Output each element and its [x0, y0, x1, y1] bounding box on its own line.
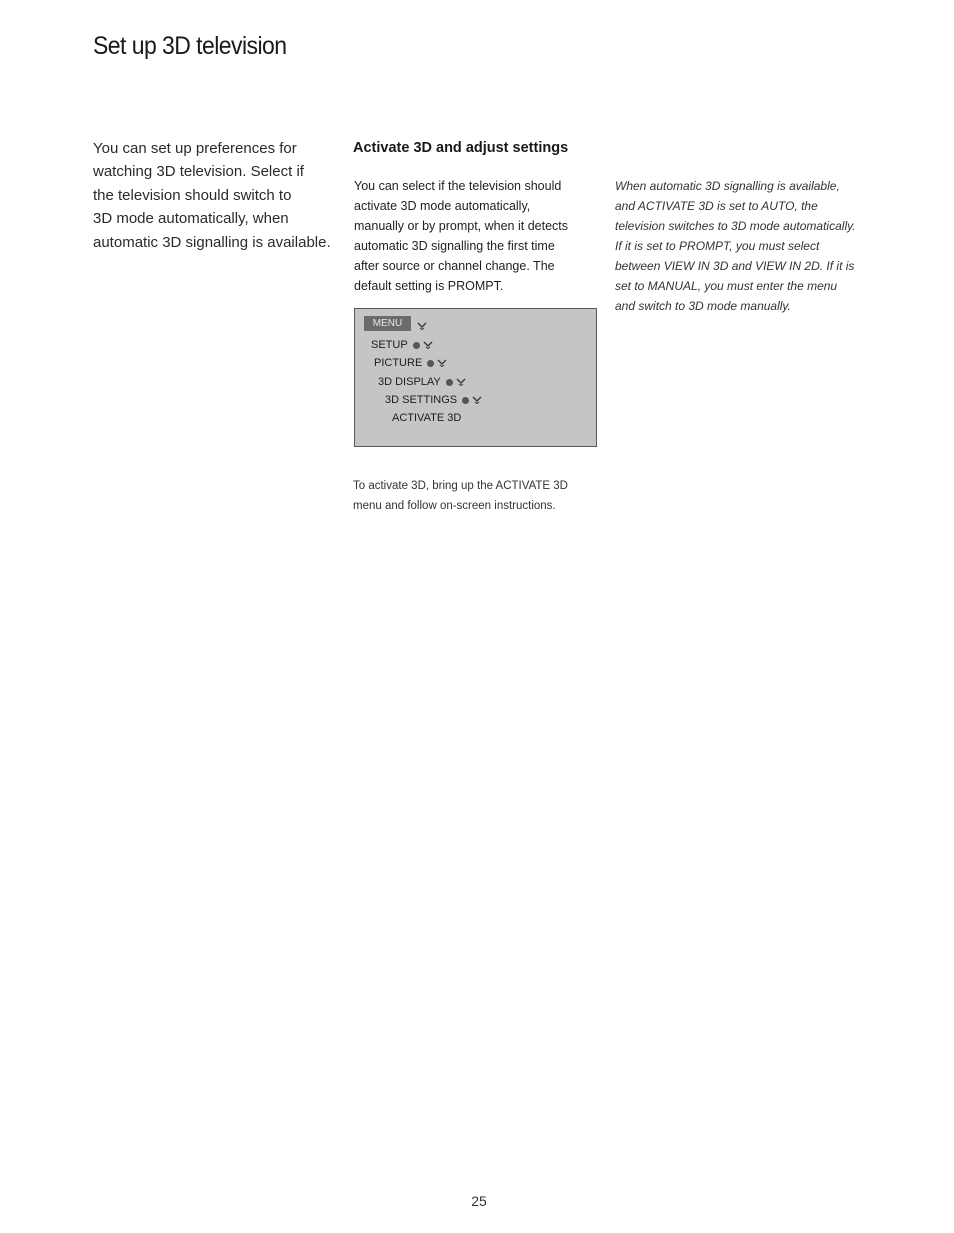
caption-line: To activate 3D, bring up the ACTIVATE 3D [353, 480, 568, 492]
chevron-down-icon [437, 359, 447, 367]
menu-item-setup [371, 338, 433, 352]
chevron-down-icon [417, 322, 427, 330]
intro-line: watching 3D television. Select if [93, 163, 304, 181]
page-title: Set up 3D television [93, 32, 287, 60]
menu-item-label: 3D SETTINGS [385, 394, 458, 406]
dot-icon [446, 379, 453, 386]
body-line: You can select if the television should [354, 179, 562, 193]
menu-path-illustration [354, 308, 597, 447]
chevron-down-icon [456, 378, 466, 386]
section-heading: Activate 3D and adjust settings [353, 140, 569, 156]
dot-icon [462, 397, 469, 404]
side-note [615, 176, 875, 316]
menu-item-picture [374, 356, 447, 370]
note-line: and ACTIVATE 3D is set to AUTO, the [615, 199, 818, 213]
dot-icon [413, 342, 420, 349]
intro-line: You can set up preferences for [93, 140, 297, 157]
note-line: If it is set to PROMPT, you must select [615, 239, 820, 253]
body-line: manually or by prompt, when it detects [354, 219, 568, 233]
menu-item-label: 3D DISPLAY [378, 376, 441, 388]
menu-caption [353, 476, 603, 516]
menu-item-3d-display [378, 375, 466, 389]
section-body [354, 176, 604, 296]
dot-icon [427, 360, 434, 367]
menu-item-label: ACTIVATE 3D [392, 412, 462, 424]
menu-item-label: SETUP [371, 339, 408, 351]
body-line: default setting is PROMPT. [354, 279, 504, 293]
intro-line: the television should switch to [93, 186, 292, 204]
body-line: after source or channel change. The [354, 259, 555, 273]
body-line: automatic 3D signalling the first time [354, 239, 555, 253]
body-line: activate 3D mode automatically, [354, 199, 531, 213]
menu-item-activate-3d [392, 411, 461, 425]
note-line: between VIEW IN 3D and VIEW IN 2D. If it is [615, 259, 855, 273]
menu-item-label: PICTURE [374, 357, 423, 369]
chevron-down-icon [423, 341, 433, 349]
note-line: When automatic 3D signalling is available, [615, 179, 840, 193]
intro-line: automatic 3D signalling is available. [93, 233, 331, 251]
page-number: 25 [471, 1193, 487, 1209]
menu-tab: MENU [364, 316, 411, 331]
intro-line: 3D mode automatically, when [93, 210, 289, 228]
chevron-down-icon [472, 396, 482, 404]
intro-paragraph [93, 137, 333, 254]
note-line: television switches to 3D mode automatically. [615, 219, 856, 233]
menu-item-3d-settings [385, 393, 482, 407]
caption-line: menu and follow on-screen instructions. [353, 500, 556, 512]
note-line: set to MANUAL, you must enter the menu [615, 279, 838, 293]
note-line: and switch to 3D mode manually. [615, 299, 791, 313]
